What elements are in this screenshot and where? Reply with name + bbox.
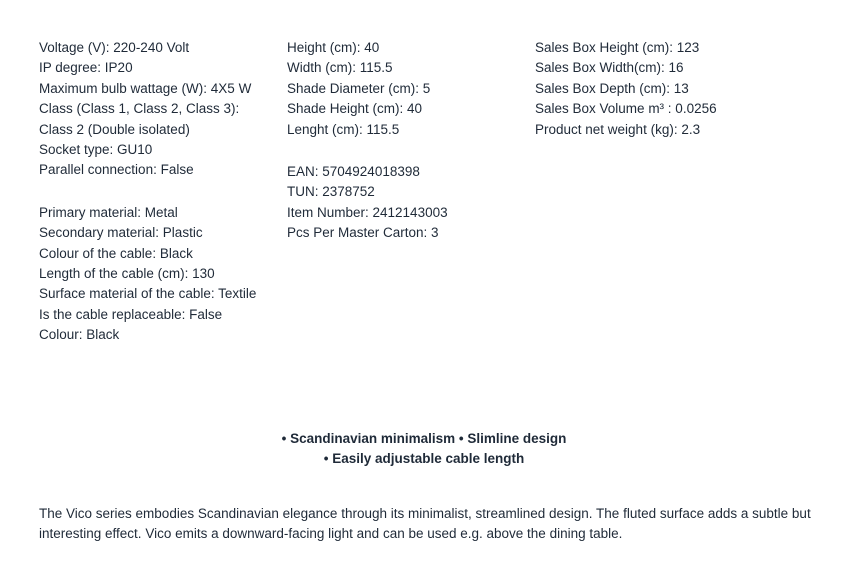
- spec-column-electrical-material: [39, 38, 264, 346]
- spec-width: Width (cm): 115.5: [287, 60, 393, 76]
- spec-item-number: Item Number: 2412143003: [287, 204, 448, 220]
- spec-ean: EAN: 5704924018398: [287, 164, 420, 180]
- spec-cable-replaceable: Is the cable replaceable: False: [39, 306, 223, 322]
- product-description: [39, 504, 829, 545]
- spec-sales-box-volume: Sales Box Volume m³ : 0.0256: [535, 101, 717, 117]
- spec-max-bulb-wattage: Maximum bulb wattage (W): 4X5 W: [39, 80, 252, 96]
- feature-highlights: [0, 429, 848, 470]
- spec-shade-height: Shade Height (cm): 40: [287, 101, 423, 117]
- spec-height: Height (cm): 40: [287, 40, 380, 55]
- description-text: The Vico series embodies Scandinavian elegance through its minimalist, streamlined design. The fluted surface adds a subtle but interesting effect. Vico emits a downward-facing light and can be used e.g. above the dining table.: [39, 506, 811, 542]
- spec-cable-colour: Colour of the cable: Black: [39, 245, 193, 261]
- spec-sales-box-height: Sales Box Height (cm): 123: [535, 40, 700, 55]
- spec-sales-box-depth: Sales Box Depth (cm): 13: [535, 80, 689, 96]
- spec-primary-material: Primary material: Metal: [39, 204, 178, 220]
- spec-colour: Colour: Black: [39, 327, 120, 343]
- spec-sales-box-width: Sales Box Width(cm): 16: [535, 60, 684, 76]
- spec-ip-degree: IP degree: IP20: [39, 60, 133, 76]
- spec-class: Class (Class 1, Class 2, Class 3): Class 2 (Double isolated): [39, 101, 240, 137]
- spacer: [39, 181, 264, 203]
- spec-pcs-per-carton: Pcs Per Master Carton: 3: [287, 225, 439, 241]
- spec-voltage: Voltage (V): 220-240 Volt: [39, 40, 190, 55]
- feature-line: • Easily adjustable cable length: [323, 451, 525, 467]
- spec-cable-length: Length of the cable (cm): 130: [39, 266, 215, 282]
- spec-length: Lenght (cm): 115.5: [287, 121, 400, 137]
- feature-line: • Scandinavian minimalism • Slimline design: [281, 431, 567, 446]
- spec-column-sales-box: [535, 38, 835, 140]
- spec-socket-type: Socket type: GU10: [39, 142, 153, 158]
- spacer: [287, 140, 517, 162]
- spec-cable-surface-material: Surface material of the cable: Textile: [39, 286, 257, 302]
- spec-shade-diameter: Shade Diameter (cm): 5: [287, 80, 431, 96]
- spec-column-dimensions-ids: [287, 38, 517, 244]
- spec-secondary-material: Secondary material: Plastic: [39, 225, 203, 241]
- spec-net-weight: Product net weight (kg): 2.3: [535, 121, 701, 137]
- spec-tun: TUN: 2378752: [287, 184, 375, 200]
- spec-parallel-connection: Parallel connection: False: [39, 162, 194, 178]
